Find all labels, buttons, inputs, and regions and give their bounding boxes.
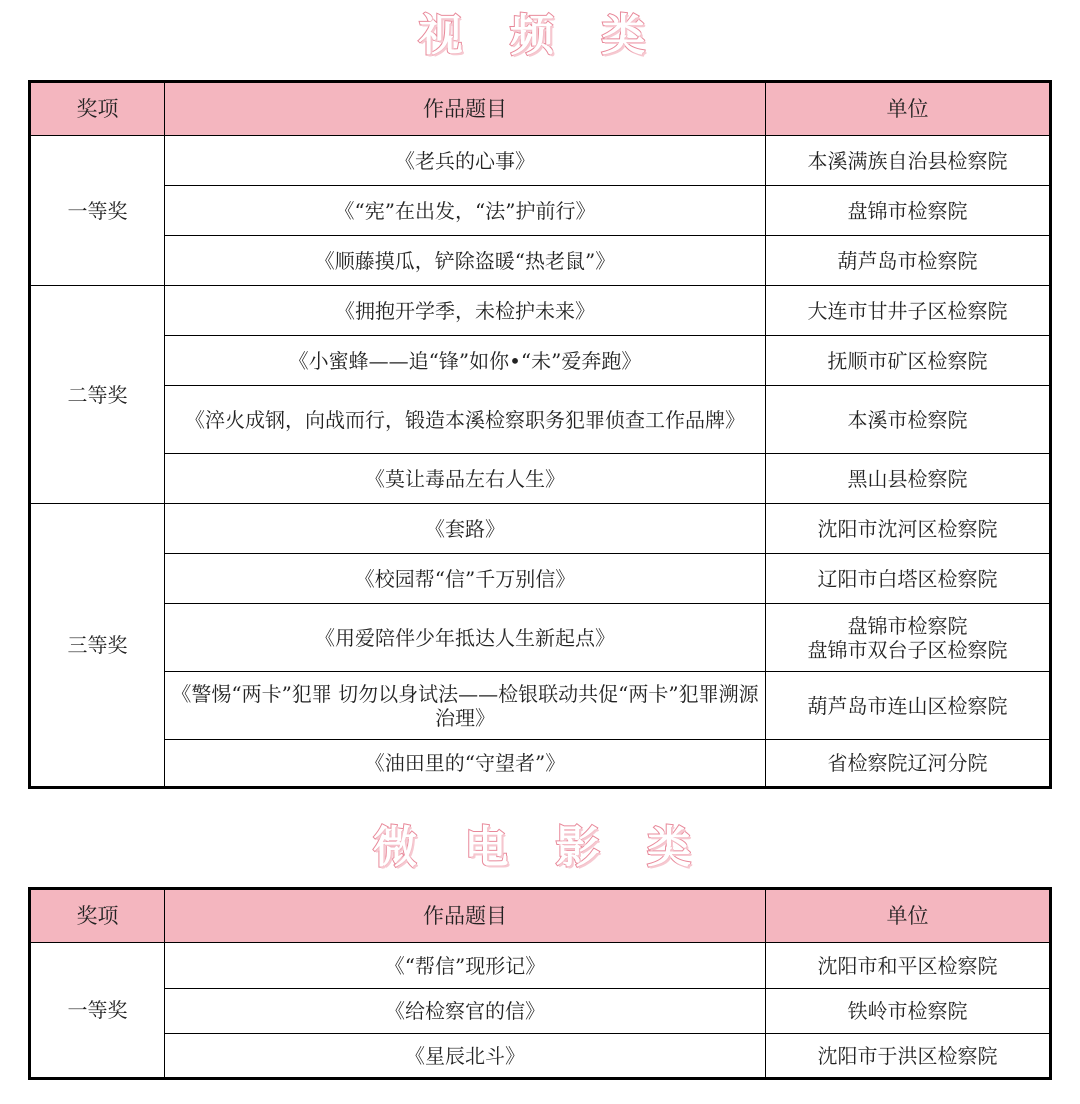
unit-line: 盘锦市检察院 bbox=[847, 613, 968, 638]
header-prize: 奖项 bbox=[30, 82, 165, 136]
work-title-cell: 《套路》 bbox=[165, 504, 766, 554]
work-title-cell: 《给检察官的信》 bbox=[165, 989, 766, 1034]
table-row bbox=[30, 186, 1051, 236]
table-row bbox=[30, 1034, 1051, 1079]
section-title-micro-film: 微 电 影 类 bbox=[373, 822, 707, 873]
work-title-cell: 《顺藤摸瓜，铲除盗暖“热老鼠”》 bbox=[165, 236, 766, 286]
unit-cell: 本溪市检察院 bbox=[766, 386, 1051, 454]
micro-film-awards-table bbox=[28, 887, 1052, 1080]
header-title: 作品题目 bbox=[165, 82, 766, 136]
prize-cell: 三等奖 bbox=[30, 504, 165, 788]
table-row bbox=[30, 604, 1051, 672]
prize-cell: 一等奖 bbox=[30, 943, 165, 1079]
unit-cell: 省检察院辽河分院 bbox=[766, 740, 1051, 788]
unit-cell: 沈阳市于洪区检察院 bbox=[766, 1034, 1051, 1079]
table-row bbox=[30, 386, 1051, 454]
work-title-cell: 《用爱陪伴少年抵达人生新起点》 bbox=[165, 604, 766, 672]
unit-cell: 沈阳市沈河区检察院 bbox=[766, 504, 1051, 554]
work-title-cell: 《星辰北斗》 bbox=[165, 1034, 766, 1079]
table-row bbox=[30, 672, 1051, 740]
unit-cell bbox=[766, 604, 1051, 672]
header-title: 作品题目 bbox=[165, 889, 766, 943]
table-row bbox=[30, 943, 1051, 989]
unit-cell: 本溪满族自治县检察院 bbox=[766, 136, 1051, 186]
unit-cell: 大连市甘井子区检察院 bbox=[766, 286, 1051, 336]
table-row bbox=[30, 336, 1051, 386]
unit-cell: 沈阳市和平区检察院 bbox=[766, 943, 1051, 989]
unit-cell: 黑山县检察院 bbox=[766, 454, 1051, 504]
header-unit: 单位 bbox=[766, 82, 1051, 136]
unit-cell: 铁岭市检察院 bbox=[766, 989, 1051, 1034]
unit-cell: 辽阳市白塔区检察院 bbox=[766, 554, 1051, 604]
work-title-cell: 《莫让毒品左右人生》 bbox=[165, 454, 766, 504]
table-header-row bbox=[30, 82, 1051, 136]
work-title-cell: 《老兵的心事》 bbox=[165, 136, 766, 186]
table-row bbox=[30, 989, 1051, 1034]
work-title-cell: 《小蜜蜂——追“锋”如你•“未”爱奔跑》 bbox=[165, 336, 766, 386]
header-prize: 奖项 bbox=[30, 889, 165, 943]
table-row bbox=[30, 236, 1051, 286]
work-title-cell: 《警惕“两卡”犯罪 切勿以身试法——检银联动共促“两卡”犯罪溯源治理》 bbox=[165, 672, 766, 740]
unit-cell: 抚顺市矿区检察院 bbox=[766, 336, 1051, 386]
table-row bbox=[30, 740, 1051, 788]
section-title-video: 视 频 类 bbox=[418, 10, 662, 61]
table-row bbox=[30, 554, 1051, 604]
table-row bbox=[30, 136, 1051, 186]
table-row bbox=[30, 504, 1051, 554]
prize-cell: 二等奖 bbox=[30, 286, 165, 504]
unit-cell: 盘锦市检察院 bbox=[766, 186, 1051, 236]
work-title-cell: 《“帮信”现形记》 bbox=[165, 943, 766, 989]
work-title-cell: 《拥抱开学季，未检护未来》 bbox=[165, 286, 766, 336]
table-row bbox=[30, 454, 1051, 504]
header-unit: 单位 bbox=[766, 889, 1051, 943]
table-row bbox=[30, 286, 1051, 336]
unit-line: 盘锦市双台子区检察院 bbox=[807, 637, 1008, 662]
prize-cell: 一等奖 bbox=[30, 136, 165, 286]
table-header-row bbox=[30, 889, 1051, 943]
work-title-cell: 《校园帮“信”千万别信》 bbox=[165, 554, 766, 604]
unit-cell: 葫芦岛市连山区检察院 bbox=[766, 672, 1051, 740]
work-title-cell: 《“宪”在出发，“法”护前行》 bbox=[165, 186, 766, 236]
video-awards-table bbox=[28, 80, 1052, 789]
work-title-cell: 《油田里的“守望者”》 bbox=[165, 740, 766, 788]
unit-cell: 葫芦岛市检察院 bbox=[766, 236, 1051, 286]
work-title-cell: 《淬火成钢，向战而行，锻造本溪检察职务犯罪侦查工作品牌》 bbox=[165, 386, 766, 454]
